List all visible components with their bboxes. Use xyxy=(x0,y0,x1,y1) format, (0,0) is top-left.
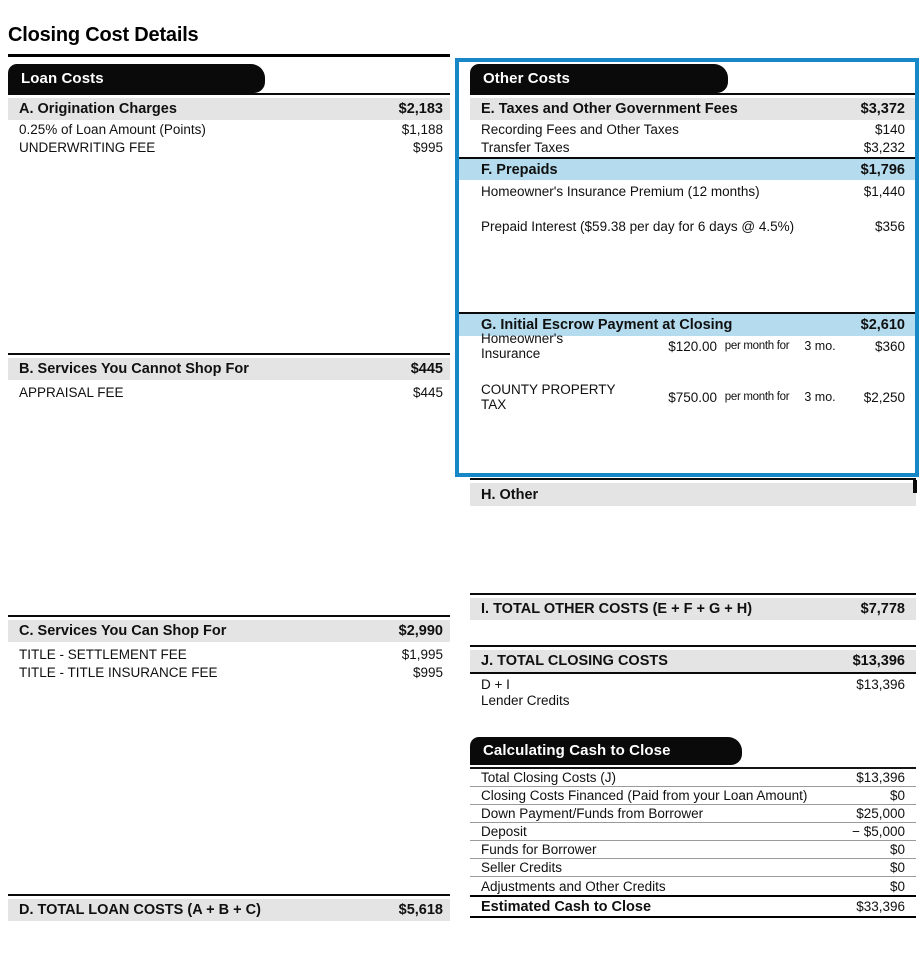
section-b-header-row xyxy=(8,358,450,380)
cash-to-close-rows xyxy=(470,769,916,895)
section-g-items xyxy=(470,331,916,412)
section-j-header-row xyxy=(470,650,916,674)
row-label: Seller Credits xyxy=(481,860,563,875)
row-label: Funds for Borrower xyxy=(481,842,597,857)
line-item-label: Prepaid Interest ($59.38 per day for 6 days @ 4.5%) xyxy=(481,218,795,234)
row-label: Estimated Cash to Close xyxy=(481,898,652,915)
table-row xyxy=(470,823,916,841)
row-amount: $25,000 xyxy=(856,806,905,821)
section-h-edge-tick xyxy=(913,480,917,493)
line-item-amount: $3,232 xyxy=(863,139,905,155)
section-f-label: F. Prepaids xyxy=(481,161,558,178)
row-amount: $0 xyxy=(889,788,905,803)
section-i-label: I. TOTAL OTHER COSTS (E + F + G + H) xyxy=(481,601,753,617)
line-item-amount: $995 xyxy=(412,139,443,155)
line-item xyxy=(8,383,450,401)
monthly-rate: $750.00 xyxy=(668,389,717,405)
line-item-label: TITLE - SETTLEMENT FEE xyxy=(19,646,187,662)
section-d-header-row xyxy=(8,899,450,921)
table-row xyxy=(470,769,916,787)
section-i-amount: $7,778 xyxy=(860,601,905,617)
section-a-header-row xyxy=(8,98,450,120)
row-amount: $0 xyxy=(889,842,905,857)
line-item xyxy=(8,645,450,663)
section-a-origination-charges xyxy=(8,93,450,156)
section-h-header-row xyxy=(470,483,916,506)
section-f-amount: $1,796 xyxy=(860,161,905,178)
line-item xyxy=(470,182,916,200)
line-item-amount: $995 xyxy=(412,664,443,680)
section-h-label: H. Other xyxy=(481,486,539,503)
line-item-amount: $13,396 xyxy=(856,676,905,692)
escrow-line-item xyxy=(470,331,916,361)
months-count: 3 mo. xyxy=(804,390,836,404)
line-item-amount: $356 xyxy=(874,218,905,234)
line-item-label: D + I xyxy=(481,676,510,692)
line-item-label: Transfer Taxes xyxy=(481,139,570,155)
line-item xyxy=(8,663,450,681)
row-amount: − $5,000 xyxy=(852,824,905,839)
line-item xyxy=(470,692,916,708)
line-item-label: TITLE - TITLE INSURANCE FEE xyxy=(19,664,218,680)
row-label: Total Closing Costs (J) xyxy=(481,770,617,785)
section-e-amount: $3,372 xyxy=(860,101,905,117)
line-item-amount: $360 xyxy=(874,338,905,354)
line-item-label: UNDERWRITING FEE xyxy=(19,139,156,155)
loan-costs-tab: Loan Costs xyxy=(8,64,265,93)
section-h-other xyxy=(470,478,916,506)
section-j-label: J. TOTAL CLOSING COSTS xyxy=(481,653,668,669)
section-e-header-row xyxy=(470,98,916,120)
table-row xyxy=(470,841,916,859)
row-label: Adjustments and Other Credits xyxy=(481,878,666,894)
section-g-amount: $2,610 xyxy=(860,317,905,333)
row-label: Down Payment/Funds from Borrower xyxy=(481,806,704,821)
section-j-amount: $13,396 xyxy=(852,653,905,669)
table-row xyxy=(470,877,916,895)
per-month-text: per month for xyxy=(724,340,790,352)
row-amount: $0 xyxy=(889,878,905,894)
section-c-services-can-shop xyxy=(8,615,450,681)
line-item xyxy=(8,138,450,156)
escrow-line-item xyxy=(470,382,916,412)
section-f-header-row xyxy=(459,157,915,180)
monthly-rate: $120.00 xyxy=(668,338,717,354)
row-label: Closing Costs Financed (Paid from your Loan Amount) xyxy=(481,788,808,803)
section-f-items xyxy=(470,182,916,235)
section-j-total-closing-costs xyxy=(470,645,916,708)
line-item-label: Homeowner's Insurance xyxy=(481,331,564,361)
row-amount: $13,396 xyxy=(856,770,905,785)
section-g-label: G. Initial Escrow Payment at Closing xyxy=(481,317,733,333)
line-item xyxy=(470,676,916,692)
table-row xyxy=(470,787,916,805)
calculating-cash-to-close-tab: Calculating Cash to Close xyxy=(470,737,742,765)
per-month-text: per month for xyxy=(724,391,790,403)
line-item xyxy=(470,217,916,235)
line-item-label: Lender Credits xyxy=(481,692,570,708)
line-item-label: APPRAISAL FEE xyxy=(19,384,124,400)
section-d-amount: $5,618 xyxy=(398,902,443,918)
line-item-amount: $1,440 xyxy=(863,183,905,199)
months-count: 3 mo. xyxy=(804,339,836,353)
section-b-services-cannot-shop xyxy=(8,353,450,401)
table-row xyxy=(470,805,916,823)
table-row xyxy=(470,859,916,877)
line-item-label: COUNTY PROPERTY TAX xyxy=(481,382,616,412)
row-amount: $0 xyxy=(889,860,905,875)
section-b-amount: $445 xyxy=(410,361,443,377)
title-underline xyxy=(8,54,450,57)
section-i-header-row xyxy=(470,598,916,620)
section-b-label: B. Services You Cannot Shop For xyxy=(19,361,249,377)
page-title: Closing Cost Details xyxy=(8,24,199,46)
row-amount: $33,396 xyxy=(856,899,905,914)
section-a-amount: $2,183 xyxy=(398,101,443,117)
cash-to-close-table xyxy=(470,767,916,918)
section-c-amount: $2,990 xyxy=(398,623,443,639)
section-e-taxes-government-fees xyxy=(470,93,916,156)
section-c-label: C. Services You Can Shop For xyxy=(19,623,227,639)
line-item-amount: $1,995 xyxy=(401,646,443,662)
line-item xyxy=(470,120,916,138)
row-label: Deposit xyxy=(481,824,527,839)
line-item-label: 0.25% of Loan Amount (Points) xyxy=(19,121,206,137)
line-item xyxy=(470,138,916,156)
line-item-amount: $445 xyxy=(412,384,443,400)
estimated-cash-to-close-row xyxy=(470,895,916,918)
section-a-label: A. Origination Charges xyxy=(19,101,177,117)
section-d-total-loan-costs xyxy=(8,894,450,921)
line-item-amount: $2,250 xyxy=(863,389,905,405)
line-item-label: Homeowner's Insurance Premium (12 months) xyxy=(481,183,760,199)
section-d-label: D. TOTAL LOAN COSTS (A + B + C) xyxy=(19,902,261,918)
line-item-amount: $1,188 xyxy=(401,121,443,137)
other-costs-tab: Other Costs xyxy=(470,64,728,93)
line-item xyxy=(8,120,450,138)
section-e-label: E. Taxes and Other Government Fees xyxy=(481,101,738,117)
line-item-amount: $140 xyxy=(874,121,905,137)
section-c-header-row xyxy=(8,620,450,642)
section-i-total-other-costs xyxy=(470,593,916,620)
line-item-label: Recording Fees and Other Taxes xyxy=(481,121,679,137)
